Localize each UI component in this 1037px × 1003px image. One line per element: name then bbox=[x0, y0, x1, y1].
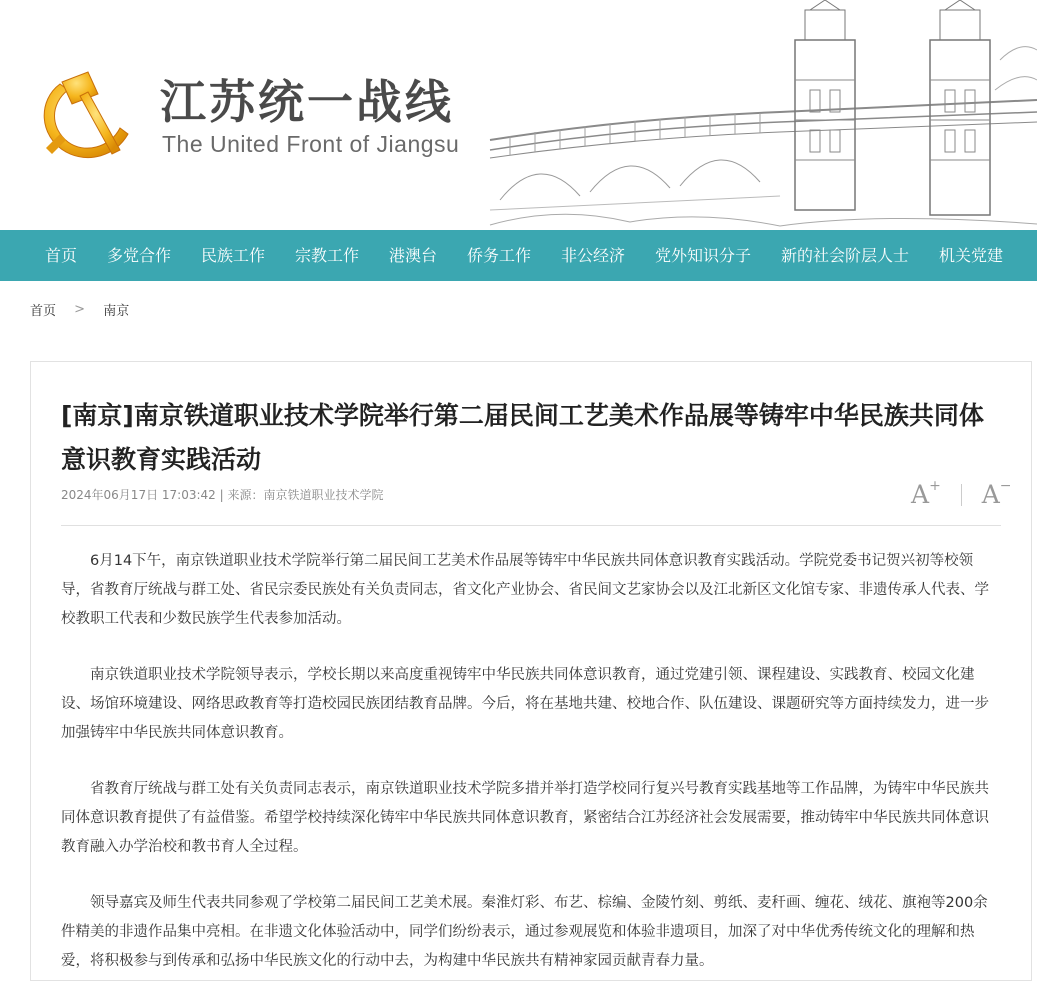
main-nav bbox=[0, 230, 1037, 281]
nav-item-ethnic[interactable]: 民族工作 bbox=[201, 246, 266, 265]
article-paragraph: 领导嘉宾及师生代表共同参观了学校第二届民间工艺美术展。秦淮灯彩、布艺、棕编、金陵竹刻、剪纸、麦秆画、缠花、绒花、旗袍等200余件精美的非遗作品集中亮相。在非遗文化体验活动中，同学们纷纷表示，通过参观展览和体验非遗项目，加深了对中华优秀传统文化的理解和热爱，将积极参与到传承和弘扬中华民族文化的行动中去，为构建中华民族共有精神家园贡献青春力量。 bbox=[61, 895, 988, 969]
title-divider bbox=[61, 525, 1001, 526]
minus-icon: − bbox=[999, 478, 1012, 494]
article-meta: 2024年06月17日 17:03:42 | 来源：南京铁道职业技术学院 bbox=[61, 488, 384, 502]
nav-item-new-social-strata[interactable]: 新的社会阶层人士 bbox=[781, 246, 910, 265]
font-increase-label: A bbox=[911, 480, 930, 509]
nav-item-religion[interactable]: 宗教工作 bbox=[295, 246, 360, 265]
font-controls-divider bbox=[961, 484, 962, 506]
breadcrumb bbox=[30, 300, 129, 322]
breadcrumb-home[interactable]: 首页 bbox=[30, 304, 57, 319]
site-title-cn[interactable]: 江苏统一战线 bbox=[160, 75, 454, 129]
nav-item-overseas-chinese[interactable]: 侨务工作 bbox=[467, 246, 532, 265]
nav-item-hk-macao-taiwan[interactable]: 港澳台 bbox=[389, 246, 438, 265]
nav-item-non-party-intellectuals[interactable]: 党外知识分子 bbox=[655, 246, 752, 265]
nav-item-multiparty[interactable]: 多党合作 bbox=[107, 246, 172, 265]
site-header bbox=[0, 0, 1037, 230]
nav-item-home[interactable]: 首页 bbox=[45, 246, 78, 265]
party-emblem-icon[interactable] bbox=[32, 64, 136, 168]
font-decrease-button[interactable] bbox=[982, 480, 1012, 509]
font-size-controls bbox=[911, 478, 1012, 508]
breadcrumb-current[interactable]: 南京 bbox=[103, 304, 130, 319]
font-increase-button[interactable] bbox=[911, 480, 941, 509]
article-title: [南京]南京铁道职业技术学院举行第二届民间工艺美术作品展等铸牢中华民族共同体意识教育实践活动 bbox=[61, 401, 984, 474]
site-title-en: The United Front of Jiangsu bbox=[162, 131, 460, 157]
plus-icon: + bbox=[929, 478, 941, 494]
nav-item-private-economy[interactable]: 非公经济 bbox=[561, 246, 626, 265]
bridge-banner-image bbox=[480, 0, 1037, 230]
article-paragraph: 南京铁道职业技术学院领导表示，学校长期以来高度重视铸牢中华民族共同体意识教育，通过党建引领、课程建设、实践教育、校园文化建设、场馆环境建设、网络思政教育等打造校园民族团结教育品牌。今后，将在基地共建、校地合作、队伍建设、课题研究等方面持续发力，进一步加强铸牢中华民族共同体意识教育。 bbox=[61, 667, 989, 741]
article-paragraph: 省教育厅统战与群工处有关负责同志表示，南京铁道职业技术学院多措并举打造学校同行复兴号教育实践基地等工作品牌，为铸牢中华民族共同体意识教育提供了有益借鉴。希望学校持续深化铸牢中华民族共同体意识教育，紧密结合江苏经济社会发展需要，推动铸牢中华民族共同体意识教育融入办学治校和教书育人全过程。 bbox=[61, 781, 989, 855]
article-content bbox=[61, 547, 1001, 1003]
breadcrumb-separator-icon: > bbox=[74, 302, 86, 317]
article-panel bbox=[30, 361, 1032, 981]
nav-item-party-building[interactable]: 机关党建 bbox=[939, 246, 1004, 265]
font-decrease-label: A bbox=[981, 480, 1000, 509]
article-paragraph: 6月14下午，南京铁道职业技术学院举行第二届民间工艺美术作品展等铸牢中华民族共同体意识教育实践活动。学院党委书记贺兴初等校领导，省教育厅统战与群工处、省民宗委民族处有关负责同志，省文化产业协会、省民间文艺家协会以及江北新区文化馆专家、非遗传承人代表、学校教职工代表和少数民族学生代表参加活动。 bbox=[61, 553, 989, 627]
